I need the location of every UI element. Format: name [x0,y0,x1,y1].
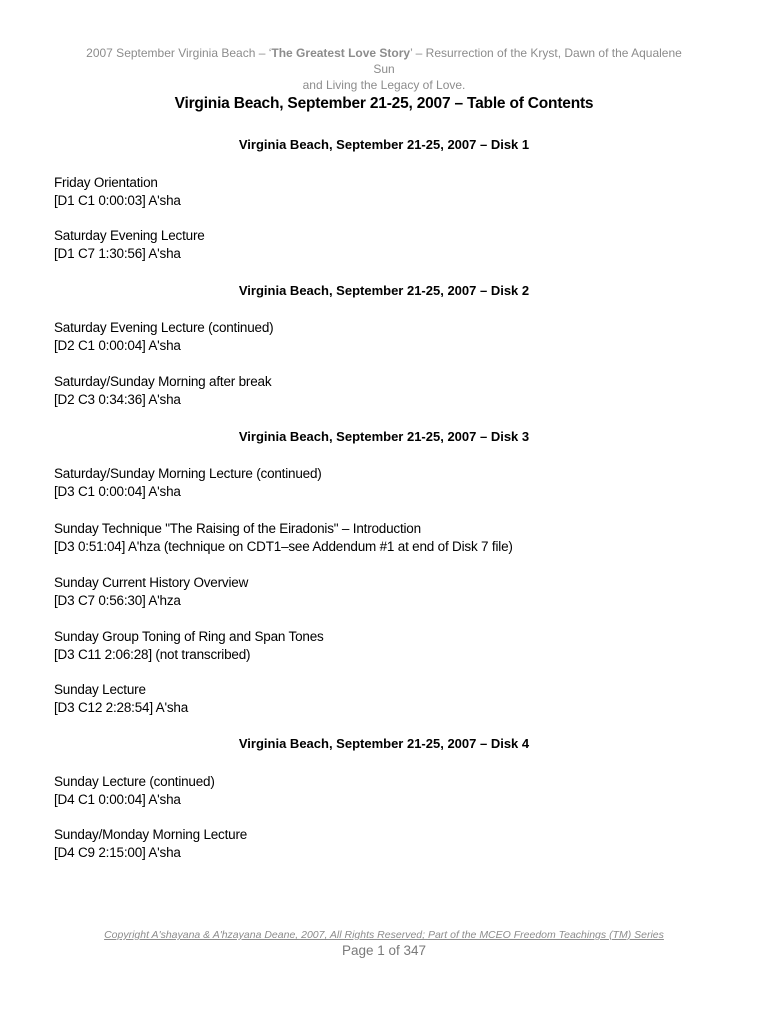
disk-heading-2: Virginia Beach, September 21-25, 2007 – Disk 2 [238,283,530,298]
entry-title: Saturday Evening Lecture (continued) [54,320,274,335]
disk-heading-1: Virginia Beach, September 21-25, 2007 – Disk 1 [238,137,530,152]
toc-entry [54,773,215,809]
page-number: Page 1 of 347 [341,943,427,958]
entry-ref: [D3 C1 0:00:04] A'sha [54,484,181,499]
entry-ref: [D2 C3 0:34:36] A'sha [54,392,181,407]
entry-ref: [D3 C11 2:06:28] (not transcribed) [54,647,251,662]
toc-entry [54,826,247,862]
entry-title: Sunday Lecture [54,682,146,697]
entry-title: Saturday Evening Lecture [54,228,205,243]
entry-ref: [D1 C1 0:00:03] A'sha [54,193,181,208]
disk-heading-4: Virginia Beach, September 21-25, 2007 – Disk 4 [238,736,530,751]
entry-ref: [D3 C7 0:56:30] A'hza [54,593,181,608]
header-bold-title: The Greatest Love Story [271,46,411,60]
footer-copyright: Copyright A'shayana & A'hzayana Deane, 2007, All Rights Reserved; Part of the MCEO Freedom Teachings (TM) Series [104,929,664,941]
entry-title: Sunday Lecture (continued) [54,774,215,789]
toc-entry [54,628,324,664]
header-line-2: and Living the Legacy of Love. [302,78,466,92]
entry-title: Saturday/Sunday Morning after break [54,374,272,389]
entry-ref: [D1 C7 1:30:56] A'sha [54,246,181,261]
page-title: Virginia Beach, September 21-25, 2007 – Table of Contents [174,95,594,112]
toc-entry [54,520,513,556]
entry-ref: [D4 C1 0:00:04] A'sha [54,792,181,807]
entry-ref: [D2 C1 0:00:04] A'sha [54,338,181,353]
entry-title: Sunday Group Toning of Ring and Span Tones [54,629,324,644]
header-suffix: ’ – Resurrection of the Kryst, Dawn of the Aqualene Sun [373,46,682,76]
toc-entry [54,681,188,717]
entry-title: Friday Orientation [54,175,158,190]
toc-entry [54,319,273,355]
running-header [80,45,688,93]
entry-ref: [D3 C12 2:28:54] A'sha [54,700,189,715]
toc-entry [54,465,322,501]
entry-title: Sunday Technique "The Raising of the Eiradonis" – Introduction [54,521,421,536]
entry-title: Sunday Current History Overview [54,575,249,590]
entry-ref: [D4 C9 2:15:00] A'sha [54,845,181,860]
toc-entry [54,227,205,263]
header-prefix: 2007 September Virginia Beach – ‘ [86,46,272,60]
toc-entry [54,373,271,409]
entry-title: Saturday/Sunday Morning Lecture (continued) [54,466,322,481]
disk-heading-3: Virginia Beach, September 21-25, 2007 – Disk 3 [238,429,530,444]
toc-entry [54,574,248,610]
entry-ref: [D3 0:51:04] A'hza (technique on CDT1–see Addendum #1 at end of Disk 7 file) [54,539,513,554]
entry-title: Sunday/Monday Morning Lecture [54,827,248,842]
toc-entry [54,174,181,210]
